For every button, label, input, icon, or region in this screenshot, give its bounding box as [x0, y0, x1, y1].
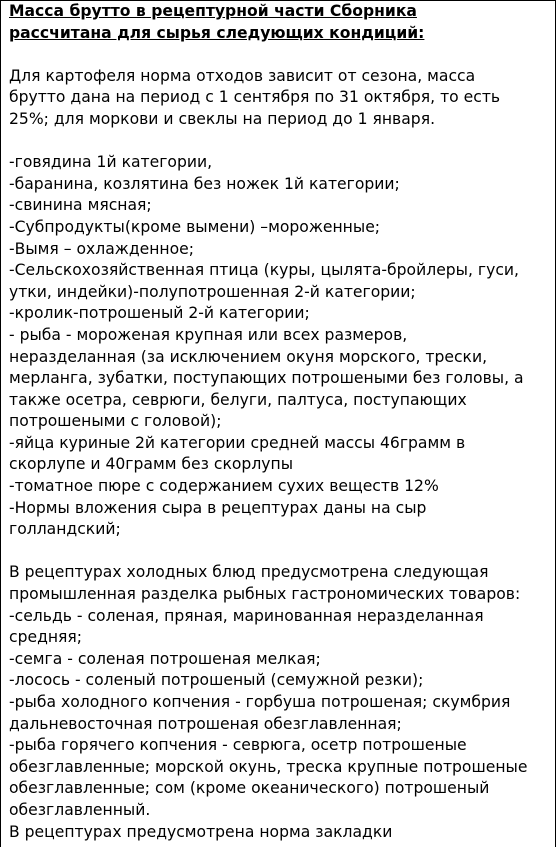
title-line-2: рассчитана для сырья следующих кондиций: [9, 23, 425, 42]
list-line: скорлупе и 40грамм без скорлупы [9, 455, 294, 474]
list-line: - рыба - мороженая крупная или всех размеров, [9, 325, 408, 344]
cold-dishes-line: средняя; [9, 628, 83, 647]
list-line: -свинина мясная; [9, 196, 152, 215]
spacer [9, 44, 555, 66]
intro-line: Для картофеля норма отходов зависит от сезона, масса [9, 66, 476, 85]
list-line: утки, индейки)-полупотрошенная 2-й категории; [9, 282, 416, 301]
title-line-1: Масса брутто в рецептурной части Сборника [9, 2, 417, 20]
list-line: -томатное пюре с содержанием сухих веществ 12% [9, 477, 439, 496]
list-line: -говядина 1й категории, [9, 153, 213, 172]
cold-dishes-line: В рецептурах холодных блюд предусмотрена следующая [9, 563, 489, 582]
list-line: также осетра, севрюги, белуги, палтуса, поступающих [9, 390, 467, 409]
list-line: мерланга, зубатки, поступающих потрошеными без головы, а [9, 369, 524, 388]
list-line: -Сельскохозяйственная птица (куры, цылята-бройлеры, гуси, [9, 261, 519, 280]
spacer [9, 541, 555, 563]
cold-dishes-line: обезглавленные; морской окунь, треска крупные потрошеные [9, 757, 528, 776]
cold-dishes-line: В рецептурах предусмотрена норма закладки [9, 822, 393, 841]
document-body [9, 1, 555, 843]
cold-dishes-line: -сельдь - соленая, пряная, маринованная неразделанная [9, 606, 484, 625]
list-line: -кролик-потрошеный 2-й категории; [9, 304, 310, 323]
cold-dishes-line: -рыба горячего копчения - севрюга, осетр потрошеные [9, 736, 467, 755]
cold-dishes-line: промышленная разделка рыбных гастрономических товаров: [9, 585, 521, 604]
list-line: -Вымя – охлажденное; [9, 239, 194, 258]
spacer [9, 131, 555, 153]
list-line: потрошеными с головой); [9, 412, 222, 431]
cold-dishes-line: дальневосточная потрошеная обезглавленная; [9, 714, 402, 733]
list-line: -яйца куриные 2й категории средней массы 46грамм в [9, 433, 466, 452]
cold-dishes-line: обезглавленный. [9, 800, 151, 819]
cold-dishes-line: -лосось - соленый потрошеный (семужной резки); [9, 671, 424, 690]
cold-dishes-line: -семга - соленая потрошеная мелкая; [9, 649, 321, 668]
list-line: -баранина, козлятина без ножек 1й категории; [9, 174, 400, 193]
list-line: -Нормы вложения сыра в рецептурах даны на сыр [9, 498, 427, 517]
list-line: -Субпродукты(кроме вымени) –мороженные; [9, 217, 381, 236]
cold-dishes-line: -рыба холодного копчения - горбуша потрошеная; скумбрия [9, 693, 511, 711]
cold-dishes-line: обезглавленные; сом (кроме океанического) потрошеный [9, 779, 490, 798]
intro-line: брутто дана на период с 1 сентября по 31 октября, то есть [9, 88, 501, 107]
list-line: неразделанная (за исключением окуня морского, трески, [9, 347, 488, 366]
intro-line: 25%; для моркови и свеклы на период до 1 января. [9, 109, 436, 128]
list-line: голландский; [9, 520, 121, 539]
